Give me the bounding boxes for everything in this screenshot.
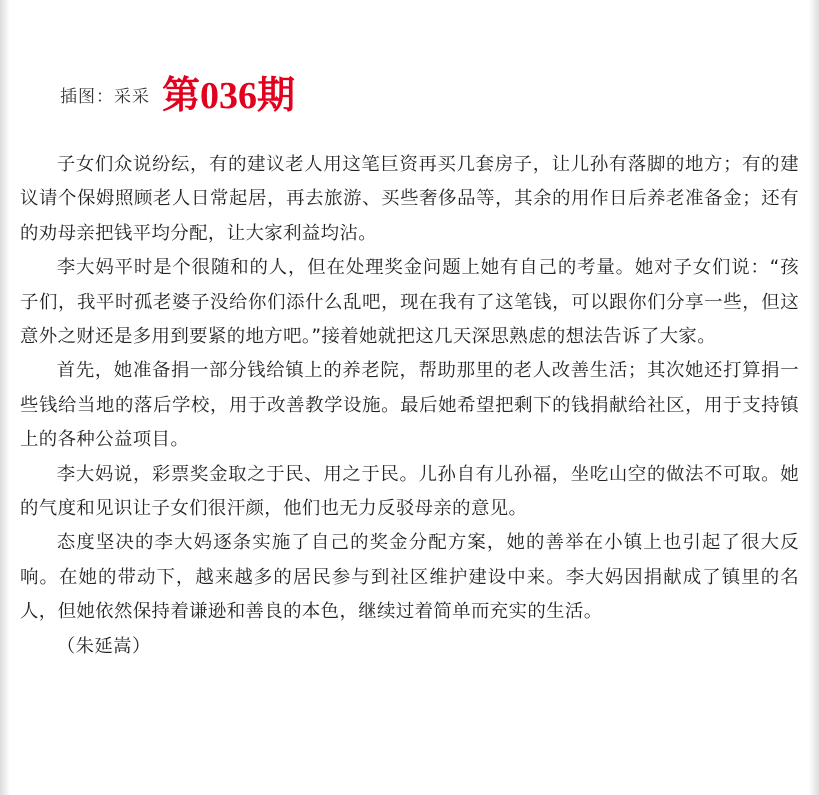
article-body: [20, 148, 799, 664]
paragraph-5: 态度坚决的李大妈逐条实施了自己的奖金分配方案，她的善举在小镇上也引起了很大反响。在她的带动下，越来越多的居民参与到社区维护建设中来。李大妈因捐献成了镇里的名人，但她依然保持着谦逊和善良的本色，继续过着简单而充实的生活。: [20, 532, 799, 623]
right-page-shadow: [809, 0, 819, 795]
issue-number: 第036期: [162, 74, 296, 117]
paragraph-1: 子女们众说纷纭，有的建议老人用这笔巨资再买几套房子，让儿孙有落脚的地方；有的建议请个保姆照顾老人日常起居，再去旅游、买些奢侈品等，其余的用作日后养老准备金；还有的劝母亲把钱平均分配，让大家利益均沾。: [20, 154, 799, 244]
paragraph-3: 首先，她准备捐一部分钱给镇上的养老院，帮助那里的老人改善生活；其次她还打算捐一些钱给当地的落后学校，用于改善教学设施。最后她希望把剩下的钱捐献给社区，用于支持镇上的各种公益项目。: [20, 360, 799, 451]
paragraph-2: 李大妈平时是个很随和的人，但在处理奖金问题上她有自己的考量。她对子女们说：“孩子们，我平时孤老婆子没给你们添什么乱吧，现在我有了这笔钱，可以跟你们分享一些，但这意外之财还是多用到要紧的地方吧。”接着她就把这几天深思熟虑的想法告诉了大家。: [20, 257, 799, 348]
illustration-credit: 插图：采采: [60, 86, 150, 107]
author-signature: （朱延嵩）: [56, 635, 151, 657]
article-header: [60, 66, 295, 116]
left-page-shadow: [0, 0, 10, 795]
paragraph-4: 李大妈说，彩票奖金取之于民、用之于民。儿孙自有儿孙福，坐吃山空的做法不可取。她的气度和见识让子女们很汗颜，他们也无力反驳母亲的意见。: [20, 463, 799, 520]
